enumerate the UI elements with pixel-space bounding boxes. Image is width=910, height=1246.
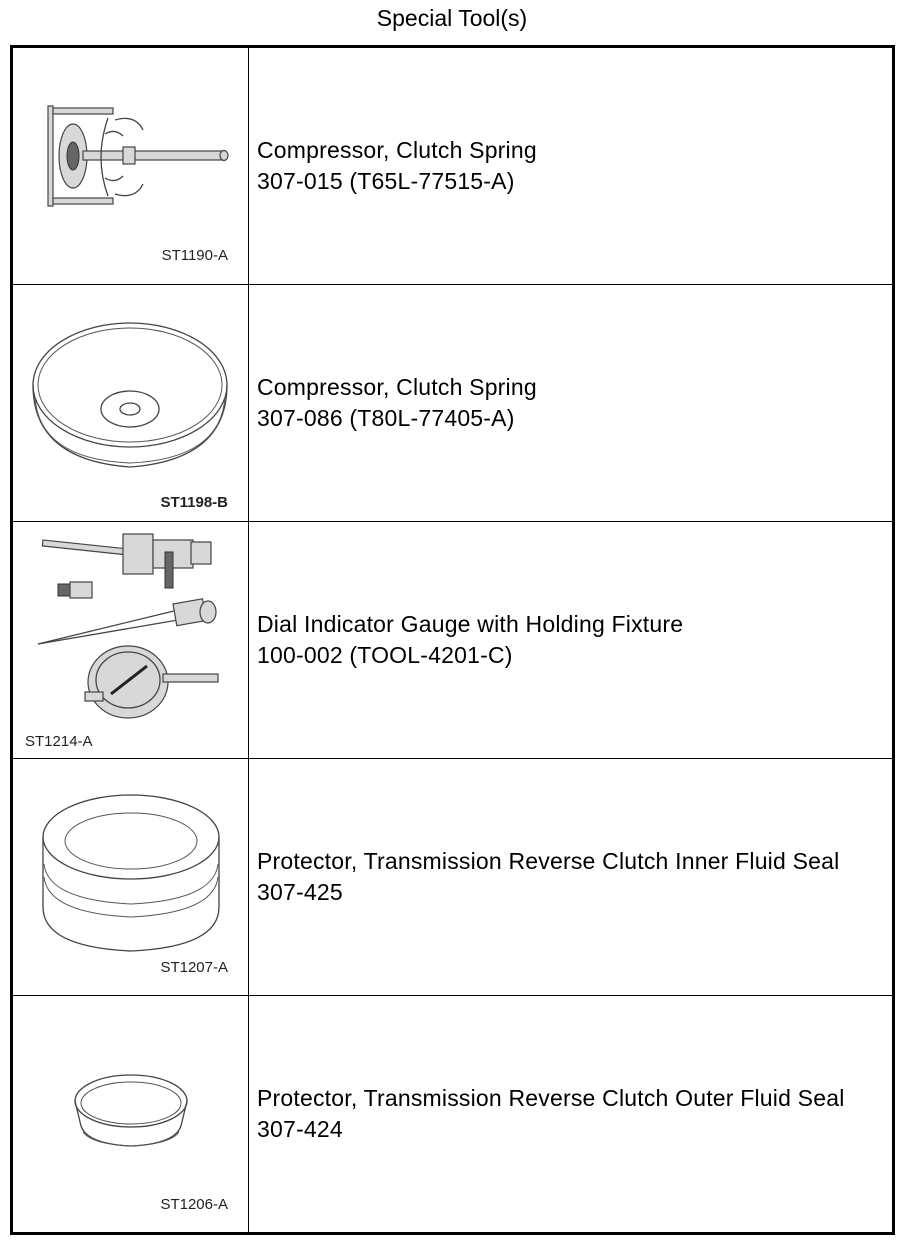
clutch-spring-compressor-disc-icon bbox=[13, 285, 248, 521]
figure-label: ST1198-B bbox=[160, 494, 228, 511]
tool-image-cell bbox=[12, 47, 249, 285]
dial-indicator-gauge-icon bbox=[13, 522, 248, 758]
tool-description-cell bbox=[249, 47, 894, 285]
inner-seal-protector-ring-icon bbox=[13, 759, 248, 995]
tool-name: Compressor, Clutch Spring bbox=[257, 374, 537, 400]
tool-name: Compressor, Clutch Spring bbox=[257, 137, 537, 163]
tool-part-number: 307-425 bbox=[257, 879, 343, 905]
table-row bbox=[12, 996, 894, 1234]
tool-description-cell bbox=[249, 285, 894, 522]
tool-name: Protector, Transmission Reverse Clutch Outer Fluid Seal bbox=[257, 1085, 845, 1111]
tool-image-cell bbox=[12, 522, 249, 759]
tool-image-cell bbox=[12, 759, 249, 996]
table-row bbox=[12, 759, 894, 996]
page-title: Special Tool(s) bbox=[376, 5, 528, 31]
tool-part-number: 307-015 (T65L-77515-A) bbox=[257, 168, 515, 194]
tool-description-cell bbox=[249, 759, 894, 996]
tool-description-cell bbox=[249, 522, 894, 759]
special-tools-table bbox=[10, 45, 895, 1235]
tool-part-number: 100-002 (TOOL-4201-C) bbox=[257, 642, 513, 668]
tool-part-number: 307-086 (T80L-77405-A) bbox=[257, 405, 515, 431]
tool-name: Dial Indicator Gauge with Holding Fixture bbox=[257, 611, 684, 637]
figure-label: ST1207-A bbox=[160, 959, 228, 976]
figure-label: ST1214-A bbox=[25, 733, 93, 750]
figure-label: ST1190-A bbox=[161, 247, 228, 264]
tool-part-number: 307-424 bbox=[257, 1116, 343, 1142]
table-row bbox=[12, 285, 894, 522]
tool-name: Protector, Transmission Reverse Clutch Inner Fluid Seal bbox=[257, 848, 840, 874]
outer-seal-protector-ring-icon bbox=[13, 996, 248, 1232]
figure-label: ST1206-A bbox=[160, 1196, 228, 1213]
table-row bbox=[12, 47, 894, 285]
tool-image-cell bbox=[12, 996, 249, 1234]
tool-description-cell bbox=[249, 996, 894, 1234]
table-row bbox=[12, 522, 894, 759]
tool-image-cell bbox=[12, 285, 249, 522]
clutch-spring-compressor-puller-icon bbox=[13, 48, 248, 284]
